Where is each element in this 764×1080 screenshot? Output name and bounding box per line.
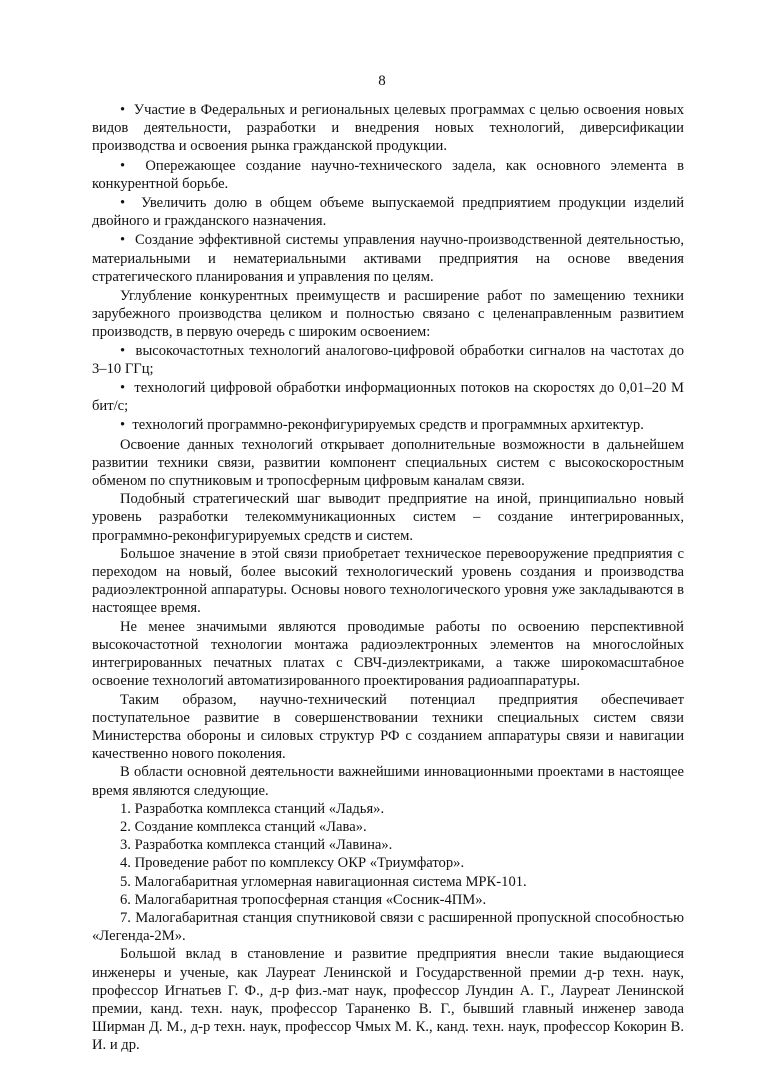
numbered-item: 1. Разработка комплекса станций «Ладья».: [120, 800, 385, 817]
bullet-paragraph: • Участие в Федеральных и региональных целевых программах с целью освоения новых видов деятельности, разработки и внедрения новых технологий, диверсификации производства и освоения рынка гражданской продукции.: [92, 101, 684, 156]
body-paragraph: Большое значение в этой связи приобретает техническое перевооружение предприятия с переходом на новый, более высокий технологический уровень создания и производства радиоэлектронной аппаратуры. Основы нового технологического уровня уже закладываются в настоящее время.: [92, 545, 684, 617]
page-number: 8: [378, 73, 386, 89]
numbered-item: 6. Малогабаритная тропосферная станция «Сосник-4ПМ».: [120, 891, 487, 908]
body-paragraph: Не менее значимыми являются проводимые работы по освоению перспективной высокочастотной технологии монтажа радиоэлектронных элементов на многослойных интегрированных печатных платах с СВЧ-диэлектриками, а также широкомасштабное освоение технологий автоматизированного проектирования радиоаппаратуры.: [92, 618, 684, 690]
bullet-paragraph: • Опережающее создание научно-технического задела, как основного элемента в конкурентной борьбе.: [92, 157, 684, 193]
body-paragraph: Углубление конкурентных преимуществ и расширение работ по замещению техники зарубежного производства целиком и полностью связано с целенаправленным развитием производств, в первую очередь с широким освоением:: [92, 288, 684, 341]
body-paragraph: Освоение данных технологий открывает дополнительные возможности в дальнейшем развитии техники связи, развитии компонент специальных систем с высокоскоростным обменом по спутниковым и тропосферным цифровым каналам связи.: [92, 436, 684, 490]
bullet-paragraph: • высокочастотных технологий аналогово-цифровой обработки сигналов на частотах до 3–10 ГГц;: [92, 342, 684, 378]
numbered-item: 2. Создание комплекса станций «Лава».: [120, 818, 367, 835]
numbered-item: 7. Малогабаритная станция спутниковой связи с расширенной пропускной способностью «Легенда-2М».: [92, 909, 684, 945]
bullet-paragraph: • технологий цифровой обработки информационных потоков на скоростях до 0,01–20 М бит/с;: [92, 379, 684, 415]
page-body: [92, 101, 684, 1055]
bullet-paragraph: • технологий программно-реконфигурируемых средств и программных архитектур.: [92, 416, 684, 434]
body-paragraph: Подобный стратегический шаг выводит предприятие на иной, принципиально новый уровень разработки телекоммуникационных систем – создание интегрированных, программно-реконфигурируемых средств и систем.: [92, 491, 684, 544]
numbered-item: 3. Разработка комплекса станций «Лавина».: [120, 837, 393, 854]
bullet-paragraph: • Увеличить долю в общем объеме выпускаемой предприятием продукции изделий двойного и гражданского назначения.: [92, 194, 684, 230]
body-paragraph: Таким образом, научно-технический потенциал предприятия обеспечивает поступательное развитие в совершенствовании техники специальных систем связи Министерства обороны и силовых структур РФ с созданием аппаратуры связи и навигации качественно нового поколения.: [92, 691, 684, 763]
body-paragraph: Большой вклад в становление и развитие предприятия внесли такие выдающиеся инженеры и ученые, как Лауреат Ленинской и Государственной премии д-р техн. наук, профессор Игнатьев Г. Ф., д-р физ.-мат наук, профессор Лундин А. Г., Лауреат Ленинской премии, канд. техн. наук, профессор Тараненко В. Г., бывший главный инженер завода Ширман Д. М., д-р техн. наук, профессор Чмых М. К., канд. техн. наук, профессор Кокорин В. И. и др.: [92, 946, 684, 1054]
numbered-item: 5. Малогабаритная угломерная навигационная система МРК-101.: [120, 873, 527, 890]
numbered-item: 4. Проведение работ по комплексу ОКР «Триумфатор».: [120, 855, 465, 872]
bullet-paragraph: • Создание эффективной системы управления научно-производственной деятельностью, материальными и нематериальными активами предприятия на основе введения стратегического планирования и управления по целям.: [92, 231, 684, 286]
body-paragraph: В области основной деятельности важнейшими инновационными проектами в настоящее время являются следующие.: [92, 764, 684, 799]
